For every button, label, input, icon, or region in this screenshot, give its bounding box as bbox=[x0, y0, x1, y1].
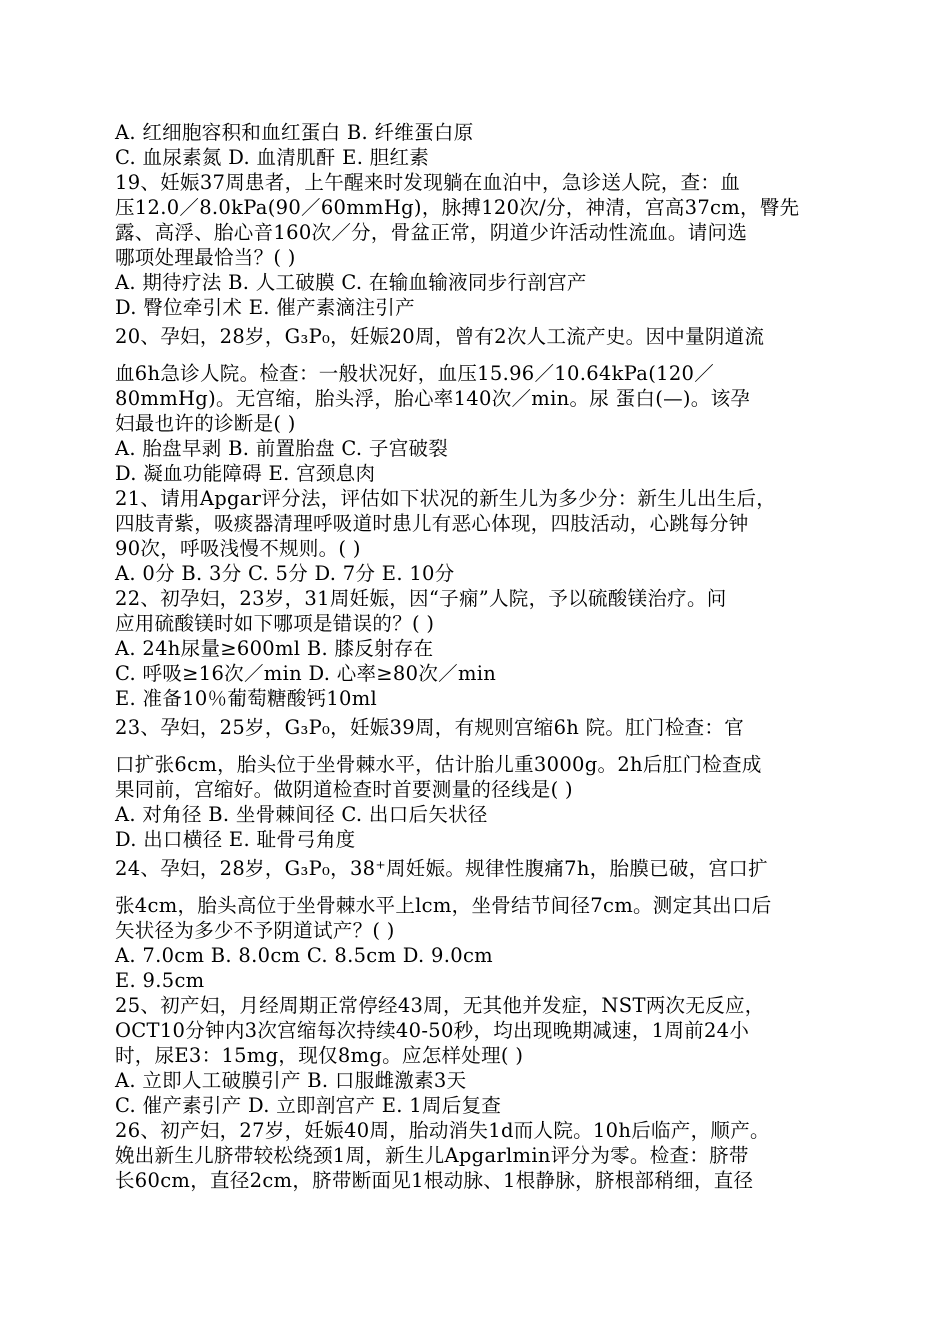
text-line: 血6h急诊人院。检查：一般状况好，血压15.96／10.64kPa(120／ bbox=[115, 362, 715, 385]
text-line: 娩出新生儿脐带较松绕颈1周，新生儿Apgarlmin评分为零。检查：脐带 bbox=[115, 1144, 749, 1167]
text-line: 长60cm，直径2cm，脐带断面见1根动脉、1根静脉，脐根部稍细，直径 bbox=[115, 1169, 754, 1192]
text-line: A. 期待疗法 B. 人工破膜 C. 在输血输液同步行剖宫产 bbox=[115, 271, 587, 294]
text-line: 口扩张6cm，胎头位于坐骨棘水平，估计胎儿重3000g。2h后肛门检查成 bbox=[115, 753, 762, 776]
text-line: C. 呼吸≥16次／min D. 心率≥80次／min bbox=[115, 662, 497, 685]
text-line: 23、孕妇，25岁，G₃P₀，妊娠39周，有规则宫缩6h 院。肛门检查：官 bbox=[115, 716, 745, 739]
text-line: E. 准备10％葡萄糖酸钙10ml bbox=[115, 687, 378, 710]
text-line: 张4cm，胎头高位于坐骨棘水平上lcm，坐骨结节间径7cm。测定其出口后 bbox=[115, 894, 772, 917]
text-line: 露、高浮、胎心音160次／分，骨盆正常，阴道少许活动性流血。请问选 bbox=[115, 221, 748, 244]
text-line: A. 胎盘早剥 B. 前置胎盘 C. 子宫破裂 bbox=[115, 437, 449, 460]
text-line: 80mmHg)。无宫缩，胎头浮，胎心率140次／min。尿 蛋白(—)。该孕 bbox=[115, 387, 751, 410]
text-line: 四肢青紫，吸痰器清理呼吸道时患儿有恶心体现，四肢活动，心跳每分钟 bbox=[115, 512, 749, 535]
text-line: C. 血尿素氮 D. 血清肌酐 E. 胆红素 bbox=[115, 146, 430, 169]
text-line: E. 9.5cm bbox=[115, 969, 205, 992]
text-line: 26、初产妇，27岁，妊娠40周，胎动消失1d而人院。10h后临产，顺产。 bbox=[115, 1119, 770, 1142]
text-line: A. 7.0cm B. 8.0cm C. 8.5cm D. 9.0cm bbox=[115, 944, 493, 967]
text-line: 果同前，宫缩好。做阴道检查时首要测量的径线是( ) bbox=[115, 778, 573, 801]
text-line: 应用硫酸镁时如下哪项是错误的？( ) bbox=[115, 612, 435, 635]
text-line: C. 催产素引产 D. 立即剖宫产 E. 1周后复查 bbox=[115, 1094, 502, 1117]
text-line: 妇最也许的诊断是( ) bbox=[115, 412, 296, 435]
text-line: 25、初产妇，月经周期正常停经43周，无其他并发症，NST两次无反应， bbox=[115, 994, 765, 1017]
text-line: 时，尿E3：15mg，现仅8mg。应怎样处理( ) bbox=[115, 1044, 524, 1067]
text-line: D. 臀位牵引术 E. 催产素滴注引产 bbox=[115, 296, 415, 319]
text-line: 22、初孕妇，23岁，31周妊娠，因“子痫”人院，予以硫酸镁治疗。问 bbox=[115, 587, 727, 610]
text-line: A. 0分 B. 3分 C. 5分 D. 7分 E. 10分 bbox=[115, 562, 455, 585]
text-line: 21、请用Apgar评分法，评估如下状况的新生儿为多少分：新生儿出生后， bbox=[115, 487, 777, 510]
text-line: 24、孕妇，28岁，G₃P₀，38⁺周妊娠。规律性腹痛7h，胎膜已破，宫口扩 bbox=[115, 857, 768, 880]
text-line: 矢状径为多少不予阴道试产？( ) bbox=[115, 919, 395, 942]
text-line: OCT10分钟内3次宫缩每次持续40-50秒，均出现晚期减速，1周前24小 bbox=[115, 1019, 750, 1042]
text-line: 90次，呼吸浅慢不规则。( ) bbox=[115, 537, 361, 560]
text-line: 20、孕妇，28岁，G₃P₀，妊娠20周，曾有2次人工流产史。因中量阴道流 bbox=[115, 325, 765, 348]
text-line: A. 24h尿量≥600ml B. 膝反射存在 bbox=[115, 637, 434, 660]
text-line: A. 红细胞容积和血红蛋白 B. 纤维蛋白原 bbox=[115, 121, 474, 144]
text-line: 压12.0／8.0kPa(90／60mmHg)，脉搏120次/分，神清，宫高37cm，臀先 bbox=[115, 196, 800, 219]
text-line: D. 出口横径 E. 耻骨弓角度 bbox=[115, 828, 356, 851]
text-line: D. 凝血功能障碍 E. 宫颈息肉 bbox=[115, 462, 376, 485]
text-line: 哪项处理最恰当？( ) bbox=[115, 246, 296, 269]
text-line: A. 立即人工破膜引产 B. 口服雌激素3天 bbox=[115, 1069, 467, 1092]
text-line: 19、妊娠37周患者，上午醒来时发现躺在血泊中，急诊送人院，查：血 bbox=[115, 171, 741, 194]
text-line: A. 对角径 B. 坐骨棘间径 C. 出口后矢状径 bbox=[115, 803, 488, 826]
document-page bbox=[115, 120, 845, 1193]
